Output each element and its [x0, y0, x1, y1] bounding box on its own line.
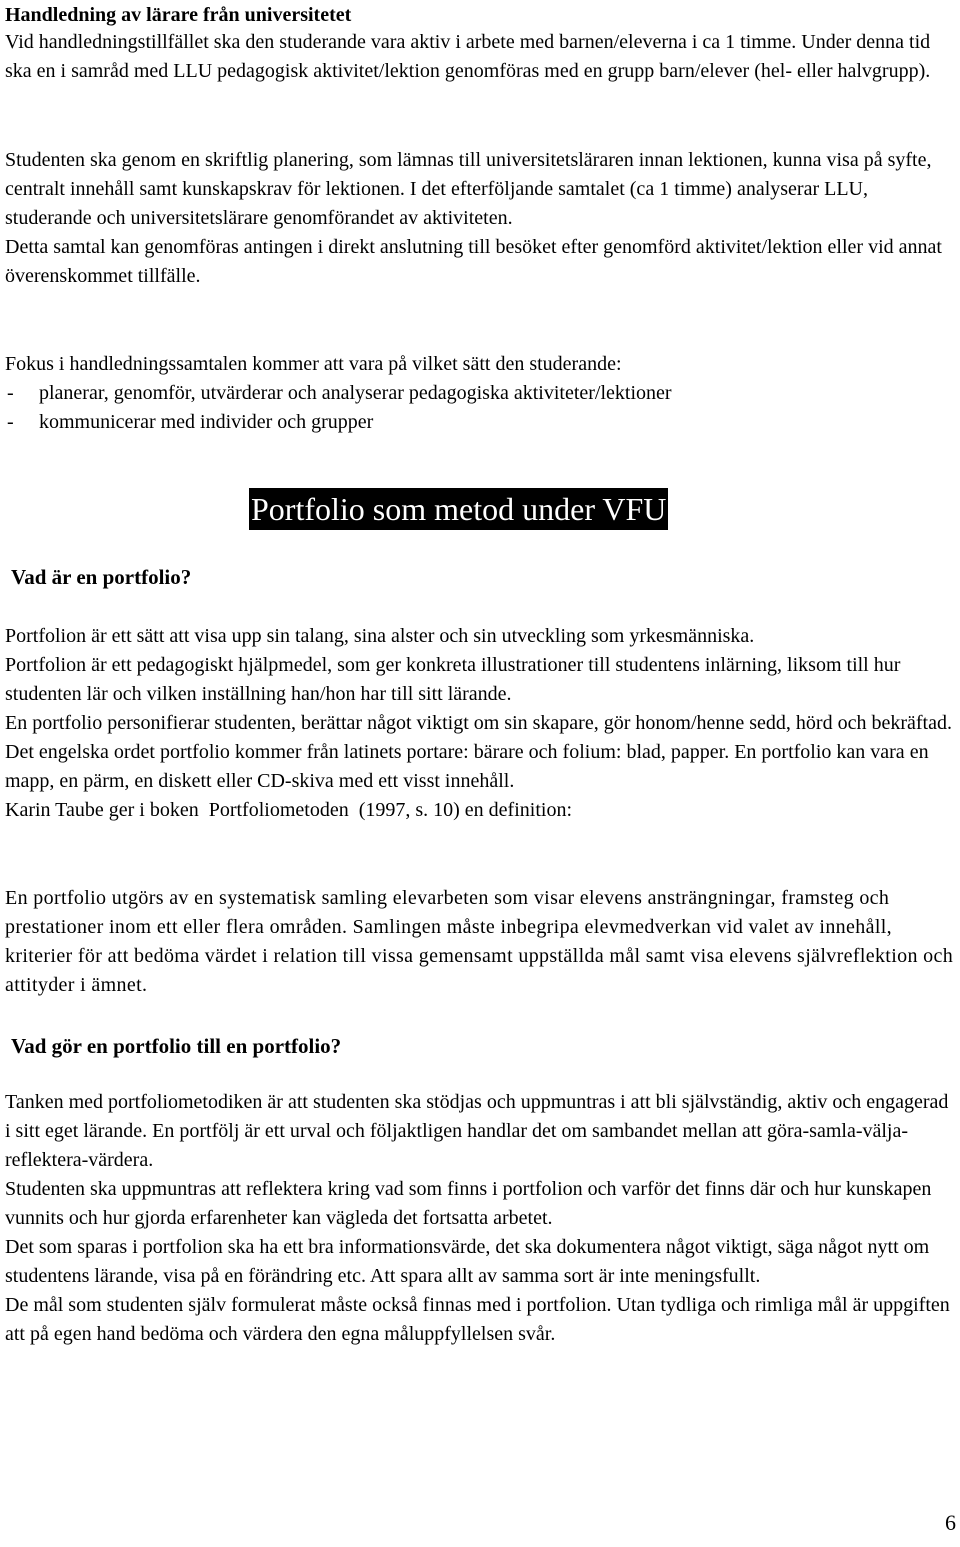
paragraph: Det engelska ordet portfolio kommer från latinets portare: bärare och folium: blad, papper. En portfolio kan vara en mapp, en pärm, en diskett eller CD-skiva med ett visst innehåll.: [5, 741, 929, 792]
paragraph: Detta samtal kan genomföras antingen i direkt anslutning till besöket efter genomförd aktivitet/lektion eller vid annat överenskommet tillfälle.: [5, 236, 942, 287]
section-what-is-portfolio: [5, 622, 955, 825]
paragraph: En portfolio personifierar studenten, berättar något viktigt om sin skapare, gör honom/henne sedd, hörd och bekräftad.: [5, 712, 952, 734]
section-student-planning: [5, 146, 955, 291]
list-dash: -: [7, 382, 14, 404]
paragraph: Fokus i handledningssamtalen kommer att vara på vilket sätt den studerande:: [5, 353, 622, 375]
question-heading-what: Vad är en portfolio?: [11, 565, 192, 589]
list-dash: -: [7, 411, 14, 433]
portfolio-title-banner: [249, 488, 668, 530]
paragraph: Portfolion är ett pedagogiskt hjälpmedel, som ger konkreta illustrationer till studentens inlärning, liksom till hur studenten lär och vilken inställning han/hon har till sitt lärande.: [5, 654, 901, 705]
paragraph: Tanken med portfoliometodiken är att studenten ska stödjas och uppmuntras i att bli självständig, aktiv och engagerad i sitt eget lärande. En portfölj är ett urval och följaktligen handlar det om sambandet mellan att göra-samla-välja-reflektera-värdera.: [5, 1091, 949, 1171]
section-fokus: [5, 350, 955, 437]
paragraph: De mål som studenten själv formulerat måste också finnas med i portfolion. Utan tydliga och rimliga mål är uppgiften att på egen hand bedöma och värdera den egna måluppfyllelsen svår.: [5, 1294, 950, 1345]
portfolio-title: Portfolio som metod under VFU: [251, 491, 667, 527]
list-item-text: planerar, genomför, utvärderar och analyserar pedagogiska aktiviteter/lektioner: [39, 382, 672, 404]
definition-quote: [5, 884, 955, 1000]
paragraph: Det som sparas i portfolion ska ha ett bra informationsvärde, det ska dokumentera något viktigt, säga något nytt om studentens lärande, visa på en förändring etc. Att spara allt av samma sort är inte meningsfullt.: [5, 1236, 930, 1287]
section-handledning: [5, 2, 955, 86]
paragraph: Vid handledningstillfället ska den studerande vara aktiv i arbete med barnen/eleverna i ca 1 timme. Under denna tid ska en i samråd med LLU pedagogisk aktivitet/lektion genomföras med en grupp barn/elever (hel- eller halvgrupp).: [5, 31, 931, 82]
section-why-portfolio: [5, 1088, 955, 1349]
list-item: [5, 379, 955, 408]
page-number: 6: [945, 1510, 956, 1535]
list-item-text: kommunicerar med individer och grupper: [39, 411, 374, 433]
paragraph: Karin Taube ger i boken Portfoliometoden (1997, s. 10) en definition:: [5, 799, 573, 821]
question-heading-why: Vad gör en portfolio till en portfolio?: [11, 1034, 342, 1058]
quote-text: En portfolio utgörs av en systematisk samling elevarbeten som visar elevens ansträngningar, framsteg och prestationer inom ett eller flera områden. Samlingen måste inbegripa elevmedverkan vid valet av innehåll, kriterier för att bedöma värdet i relation till vissa gemensamt uppställda mål samt visa elevens självreflektion och attityder i ämnet.: [5, 887, 954, 996]
paragraph: Studenten ska genom en skriftlig planering, som lämnas till universitetsläraren innan lektionen, kunna visa på syfte, centralt innehåll samt kunskapskrav för lektionen. I det efterföljande samtalet (ca 1 timme) analyserar LLU, studerande och universitetslärare genomförandet av aktiviteten.: [5, 149, 932, 229]
paragraph: Studenten ska uppmuntras att reflektera kring vad som finns i portfolion och varför det finns där och hur kunskapen vunnits och hur gjorda erfarenheter kan vägleda det fortsatta arbetet.: [5, 1178, 932, 1229]
section-heading: Handledning av lärare från universitetet: [5, 4, 352, 26]
paragraph: Portfolion är ett sätt att visa upp sin talang, sina alster och sin utveckling som yrkesmänniska.: [5, 625, 755, 647]
focus-list: [5, 379, 955, 437]
list-item: [5, 408, 955, 437]
